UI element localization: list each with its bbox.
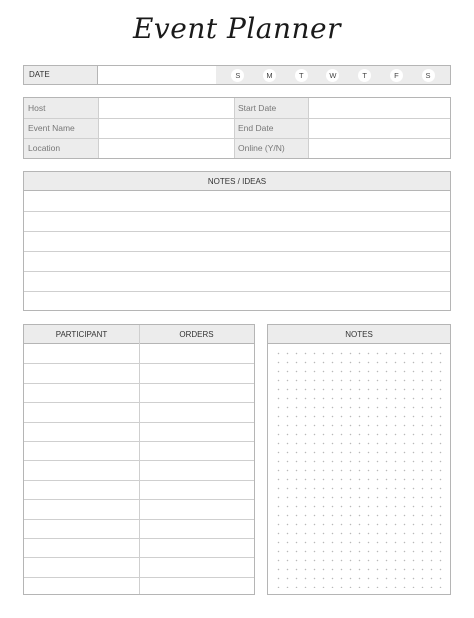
event-name-label: Event Name [28, 123, 75, 133]
notes-line[interactable] [24, 231, 450, 232]
event-info-table [23, 97, 451, 159]
notes-line[interactable] [24, 271, 450, 272]
table-row-divider [24, 441, 254, 442]
notes-ideas-section [23, 171, 451, 311]
page-title: Event Planner [132, 12, 342, 45]
day-friday[interactable]: F [390, 69, 403, 82]
notes-section [267, 324, 451, 595]
notes-line[interactable] [24, 291, 450, 292]
weekday-selector [216, 66, 450, 84]
event-name-field[interactable] [99, 118, 234, 138]
table-row-divider [24, 538, 254, 539]
orders-header: ORDERS [139, 325, 254, 344]
table-row-divider [24, 480, 254, 481]
host-label: Host [28, 103, 46, 113]
table-row-divider [24, 499, 254, 500]
day-wednesday[interactable]: W [326, 69, 339, 82]
online-field[interactable] [309, 138, 450, 158]
participant-header: PARTICIPANT [24, 325, 139, 344]
day-saturday[interactable]: S [422, 69, 435, 82]
table-row-divider [24, 460, 254, 461]
location-label: Location [28, 143, 61, 153]
notes-line[interactable] [24, 251, 450, 252]
table-row-divider [24, 519, 254, 520]
date-row [23, 65, 451, 85]
notes-line[interactable] [24, 211, 450, 212]
notes-header: NOTES [268, 325, 450, 344]
location-field[interactable] [99, 138, 234, 158]
day-tuesday[interactable]: T [295, 69, 308, 82]
table-row-divider [24, 402, 254, 403]
date-field[interactable] [98, 66, 216, 84]
online-label: Online (Y/N) [238, 143, 285, 153]
end-date-field[interactable] [309, 118, 450, 138]
table-row-divider [24, 383, 254, 384]
table-row-divider [24, 363, 254, 364]
start-date-field[interactable] [309, 98, 450, 118]
day-thursday[interactable]: T [358, 69, 371, 82]
start-date-label: Start Date [238, 103, 277, 113]
day-monday[interactable]: M [263, 69, 276, 82]
table-row-divider [24, 422, 254, 423]
host-field[interactable] [99, 98, 234, 118]
table-row-divider [24, 557, 254, 558]
participant-orders-table [23, 324, 255, 595]
day-sunday[interactable]: S [231, 69, 244, 82]
table-row-divider [24, 577, 254, 578]
dot-grid[interactable] [274, 349, 444, 588]
end-date-label: End Date [238, 123, 274, 133]
notes-ideas-header: NOTES / IDEAS [24, 172, 450, 191]
date-label: DATE [24, 66, 98, 84]
